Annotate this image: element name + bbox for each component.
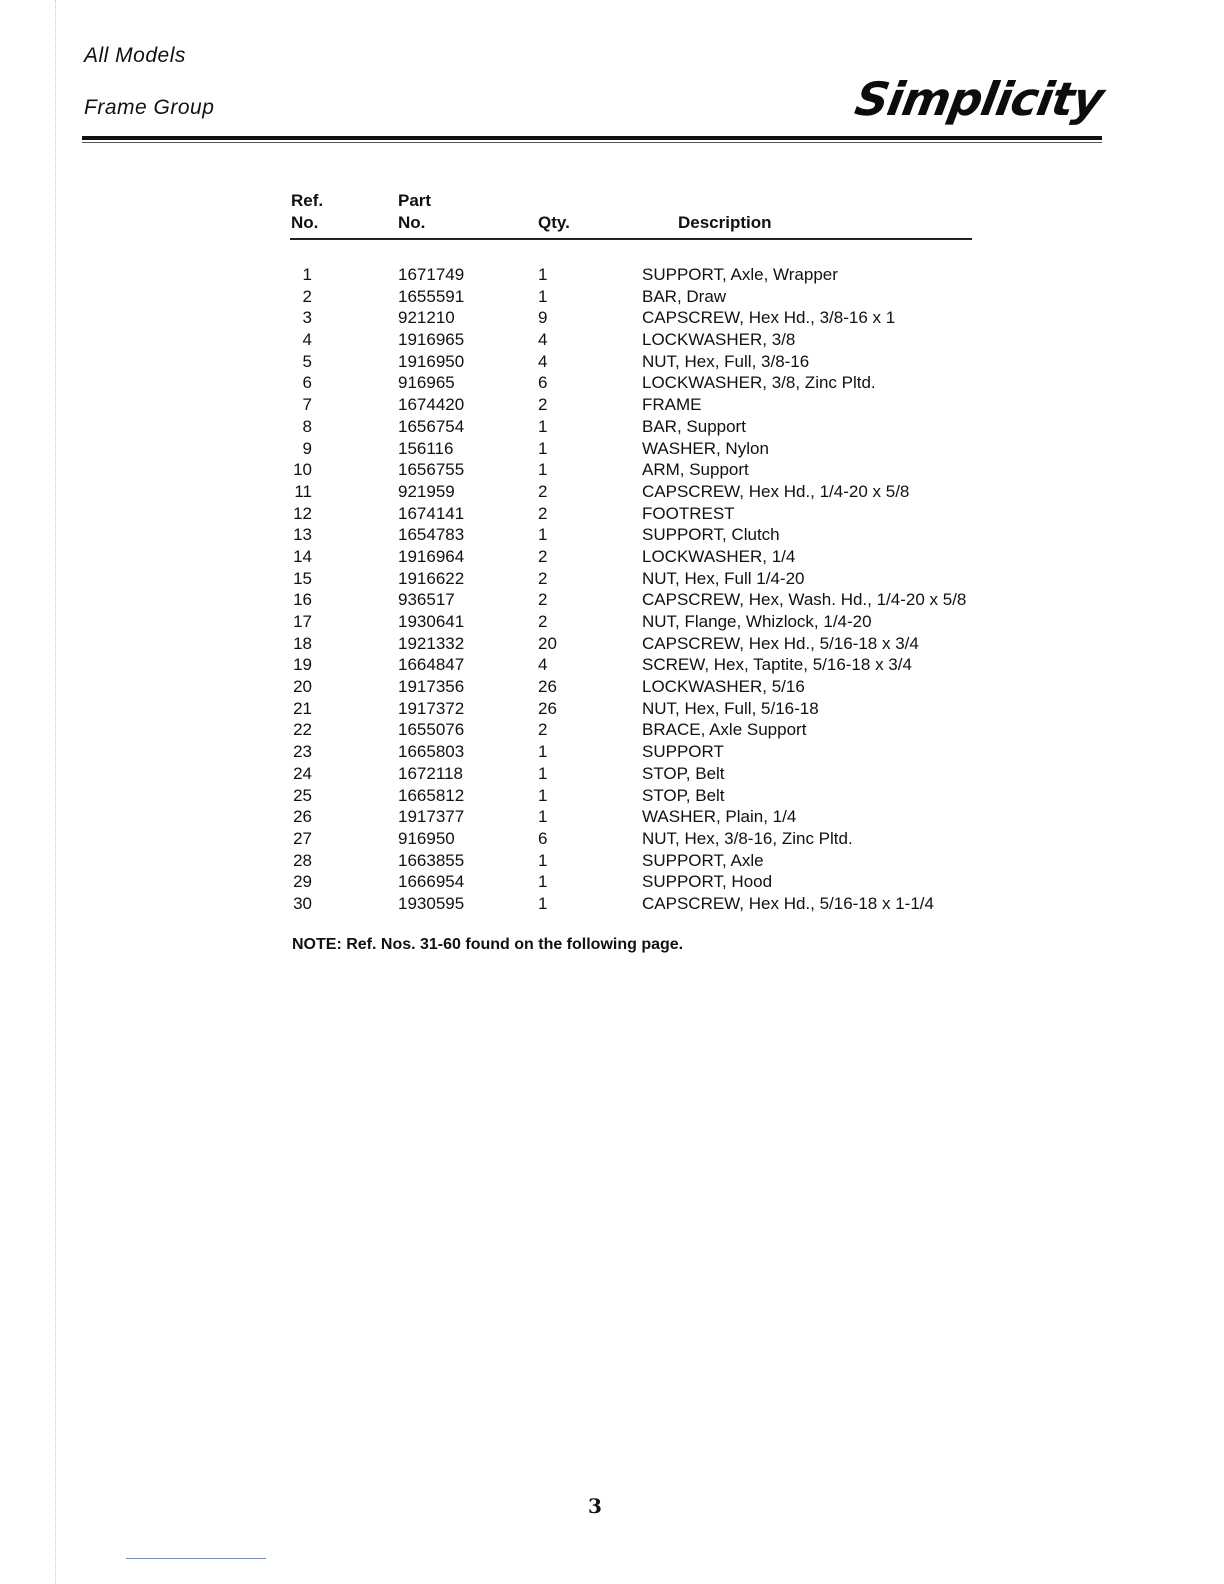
ref-no-cell: 1 [302,265,312,284]
table-row [290,698,972,720]
description-cell: STOP, Belt [642,785,725,805]
part-no-cell: 1665812 [398,785,465,805]
header-ref-line1: Ref. [291,191,324,210]
page-margin-rule [55,0,56,1584]
description-cell: SUPPORT, Hood [642,872,773,892]
ref-no-cell: 27 [293,828,312,848]
description-cell: NUT, Hex, Full, 5/16-18 [642,698,819,718]
part-no-cell: 921959 [398,481,455,501]
part-no-cell: 156116 [398,438,454,458]
ref-no-cell: 20 [293,677,312,697]
qty-cell: 2 [538,590,548,610]
ref-no-cell: 26 [293,807,312,827]
description-cell: FRAME [642,395,702,415]
footnote: NOTE: Ref. Nos. 31-60 found on the following page. [292,936,684,953]
part-no-cell: 1917372 [398,698,465,718]
description-cell: NUT, Flange, Whizlock, 1/4-20 [642,612,872,631]
page-number: 3 [588,1494,602,1518]
part-no-cell: 1916950 [398,351,465,371]
qty-cell: 1 [538,438,548,458]
header-part-line1: Part [398,191,432,210]
ref-no-cell: 30 [293,893,312,913]
header-group: Frame Group [84,96,215,119]
qty-cell: 1 [538,893,548,913]
ref-no-cell: 4 [302,330,312,350]
description-cell: SUPPORT, Clutch [642,525,780,545]
qty-cell: 6 [538,373,548,393]
qty-cell: 1 [538,416,548,436]
footer-rule [126,1558,266,1559]
ref-no-cell: 8 [302,416,312,436]
part-no-cell: 1655591 [398,286,465,306]
table-row [290,264,972,286]
ref-no-cell: 21 [293,698,312,718]
table-row [290,654,972,676]
table-row [290,633,972,655]
header-divider-thin [82,142,1102,143]
header-divider [82,136,1102,140]
header-part-line2: No. [398,213,426,232]
description-cell: NUT, Hex, Full, 3/8-16 [642,351,810,371]
description-cell: SUPPORT, Axle, Wrapper [642,265,838,284]
description-cell: LOCKWASHER, 5/16 [642,677,805,697]
qty-cell: 1 [538,286,548,306]
qty-cell: 1 [538,525,548,545]
ref-no-cell: 15 [293,568,312,588]
part-no-cell: 1671749 [398,265,465,284]
ref-no-cell: 24 [293,763,312,783]
part-no-cell: 1666954 [398,872,465,892]
ref-no-cell: 25 [293,785,312,805]
qty-cell: 2 [538,503,548,523]
description-cell: LOCKWASHER, 3/8 [642,330,796,350]
description-cell: CAPSCREW, Hex Hd., 5/16-18 x 3/4 [642,633,919,653]
part-no-cell: 1916964 [398,546,465,566]
part-no-cell: 1917377 [398,807,465,827]
description-cell: STOP, Belt [642,763,725,783]
part-no-cell: 1656755 [398,460,465,480]
part-no-cell: 1664847 [398,655,465,675]
ref-no-cell: 17 [293,612,312,631]
description-cell: SUPPORT, Axle [642,850,764,870]
ref-no-cell: 23 [293,742,312,762]
qty-cell: 2 [538,612,548,631]
table-row [290,893,972,915]
description-cell: CAPSCREW, Hex, Wash. Hd., 1/4-20 x 5/8 [642,590,967,610]
ref-no-cell: 19 [293,655,312,675]
part-no-cell: 1663855 [398,850,465,870]
part-no-cell: 916950 [398,828,455,848]
table-row [290,611,972,633]
ref-no-cell: 13 [293,525,312,545]
ref-no-cell: 5 [302,351,312,371]
qty-cell: 26 [538,698,557,718]
table-header [290,188,972,240]
table-row [290,286,972,308]
qty-cell: 2 [538,720,548,740]
table-row [290,719,972,741]
qty-cell: 26 [538,677,557,697]
table-row [290,850,972,872]
part-no-cell: 936517 [398,590,455,610]
description-cell: BAR, Support [642,416,746,436]
ref-no-cell: 10 [293,460,312,480]
table-row [290,394,972,416]
table-row [290,763,972,785]
part-no-cell: 921210 [398,308,455,328]
ref-no-cell: 28 [293,850,312,870]
table-row [290,871,972,893]
table-row [290,503,972,525]
description-cell: NUT, Hex, 3/8-16, Zinc Pltd. [642,828,853,848]
description-cell: CAPSCREW, Hex Hd., 1/4-20 x 5/8 [642,481,910,501]
table-row [290,438,972,460]
table-row [290,676,972,698]
qty-cell: 1 [538,807,548,827]
qty-cell: 20 [538,633,557,653]
qty-cell: 4 [538,655,548,675]
description-cell: CAPSCREW, Hex Hd., 5/16-18 x 1-1/4 [642,893,934,913]
table-row [290,524,972,546]
ref-no-cell: 12 [293,503,312,523]
table-row [290,416,972,438]
description-cell: NUT, Hex, Full 1/4-20 [642,568,805,588]
part-no-cell: 1916622 [398,568,465,588]
table-row [290,307,972,329]
qty-cell: 1 [538,763,548,783]
part-no-cell: 1665803 [398,742,465,762]
part-no-cell: 1654783 [398,525,465,545]
qty-cell: 1 [538,872,548,892]
ref-no-cell: 7 [302,395,312,415]
header-description: Description [678,213,772,232]
table-row [290,828,972,850]
part-no-cell: 1672118 [398,763,463,783]
table-body [290,264,972,915]
header-part-no [398,190,431,234]
description-cell: CAPSCREW, Hex Hd., 3/8-16 x 1 [642,308,896,328]
description-cell: BAR, Draw [642,286,727,306]
part-no-cell: 1921332 [398,633,465,653]
description-cell: ARM, Support [642,460,749,480]
description-cell: LOCKWASHER, 3/8, Zinc Pltd. [642,373,876,393]
part-no-cell: 1656754 [398,416,465,436]
ref-no-cell: 29 [293,872,312,892]
part-no-cell: 1674141 [398,503,465,523]
header-ref-line2: No. [291,213,319,232]
description-cell: SCREW, Hex, Taptite, 5/16-18 x 3/4 [642,655,912,675]
qty-cell: 6 [538,828,548,848]
qty-cell: 2 [538,395,548,415]
part-no-cell: 1930641 [398,612,465,631]
header-models: All Models [84,44,186,67]
description-cell: WASHER, Plain, 1/4 [642,807,797,827]
parts-table [290,188,972,915]
table-row [290,806,972,828]
table-row [290,546,972,568]
ref-no-cell: 11 [294,481,312,501]
table-row [290,351,972,373]
qty-cell: 4 [538,330,548,350]
ref-no-cell: 2 [302,286,312,306]
header-qty: Qty. [538,213,570,232]
table-row [290,589,972,611]
qty-cell: 4 [538,351,548,371]
qty-cell: 2 [538,568,548,588]
ref-no-cell: 18 [293,633,312,653]
description-cell: WASHER, Nylon [642,438,769,458]
part-no-cell: 1930595 [398,893,465,913]
part-no-cell: 1674420 [398,395,465,415]
table-row [290,459,972,481]
ref-no-cell: 3 [302,308,312,328]
qty-cell: 1 [538,850,548,870]
table-row [290,329,972,351]
table-row [290,372,972,394]
ref-no-cell: 9 [302,438,312,458]
qty-cell: 2 [538,481,548,501]
table-row [290,481,972,503]
ref-no-cell: 16 [293,590,312,610]
part-no-cell: 1655076 [398,720,465,740]
qty-cell: 1 [538,742,548,762]
brand-logo: Simplicity [850,72,1107,126]
description-cell: SUPPORT [642,742,724,762]
part-no-cell: 1917356 [398,677,465,697]
part-no-cell: 1916965 [398,330,465,350]
ref-no-cell: 14 [293,546,312,566]
description-cell: LOCKWASHER, 1/4 [642,546,796,566]
qty-cell: 2 [538,546,548,566]
part-no-cell: 916965 [398,373,455,393]
qty-cell: 9 [538,308,548,328]
description-cell: BRACE, Axle Support [642,720,807,740]
table-row [290,568,972,590]
header-ref-no [291,190,323,234]
description-cell: FOOTREST [642,503,735,523]
table-row [290,785,972,807]
ref-no-cell: 6 [302,373,312,393]
qty-cell: 1 [538,460,548,480]
qty-cell: 1 [538,265,548,284]
qty-cell: 1 [538,785,548,805]
ref-no-cell: 22 [293,720,312,740]
table-row [290,741,972,763]
